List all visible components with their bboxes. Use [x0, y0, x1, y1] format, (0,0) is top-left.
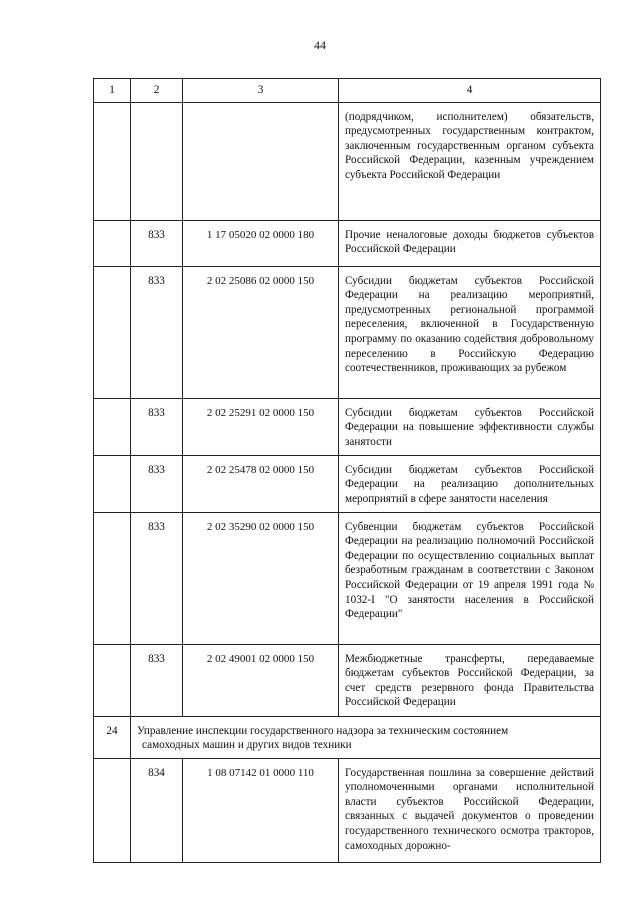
header-col-4: 4	[339, 79, 601, 103]
budget-code-cell: 1 17 05020 02 0000 180	[183, 220, 339, 266]
budget-code-cell: 2 02 25291 02 0000 150	[183, 398, 339, 455]
budget-codes-table	[93, 78, 601, 863]
row-number-cell	[94, 398, 131, 455]
section-title-line-1: Управление инспекции государственного надзора за техническим состоянием	[137, 724, 509, 737]
admin-code-cell: 833	[131, 220, 183, 266]
row-number-cell	[94, 455, 131, 512]
table-row	[94, 644, 601, 716]
description-cell: Государственная пошлина за совершение действий уполномоченными органами исполнительной власти субъектов Российской Федерации, связанных с выдачей документов о проведении государственного технического осмотра тракторов, самоходных дорожно-	[339, 758, 601, 862]
table-row	[94, 266, 601, 398]
description-cell: Субсидии бюджетам субъектов Российской Федерации на реализацию мероприятий, предусмотренных региональной программой переселения, включенной в Государственную программу по оказанию содействия добровольному переселению в Российскую Федерацию соотечественников, проживающих за рубежом	[339, 266, 601, 398]
admin-code-cell: 834	[131, 758, 183, 862]
table-header-row	[94, 79, 601, 103]
row-number-cell	[94, 220, 131, 266]
description-cell: (подрядчиком, исполнителем) обязательств, предусмотренных государственным контрактом, заключенным государственным органом субъекта Российской Федерации, казенным учреждением субъекта Российской Федерации	[339, 102, 601, 220]
description-cell: Межбюджетные трансферты, передаваемые бюджетам субъектов Российской Федерации, за счет средств резервного фонда Правительства Российской Федерации	[339, 644, 601, 716]
header-col-3: 3	[183, 79, 339, 103]
budget-code-cell: 2 02 25086 02 0000 150	[183, 266, 339, 398]
table-row	[94, 220, 601, 266]
section-number: 24	[94, 716, 131, 758]
admin-code-cell: 833	[131, 266, 183, 398]
section-row	[94, 716, 601, 758]
table-row	[94, 512, 601, 644]
budget-code-cell: 1 08 07142 01 0000 110	[183, 758, 339, 862]
admin-code-cell	[131, 102, 183, 220]
budget-code-cell: 2 02 49001 02 0000 150	[183, 644, 339, 716]
budget-code-cell: 2 02 25478 02 0000 150	[183, 455, 339, 512]
budget-code-cell: 2 02 35290 02 0000 150	[183, 512, 339, 644]
header-col-2: 2	[131, 79, 183, 103]
admin-code-cell: 833	[131, 398, 183, 455]
budget-code-cell	[183, 102, 339, 220]
description-cell: Субвенции бюджетам субъектов Российской Федерации на реализацию полномочий Российской Федерации по осуществлению социальных выплат безработным гражданам в соответствии с Законом Российской Федерации от 19 апреля 1991 года № 1032-I "О занятости населения в Российской Федерации"	[339, 512, 601, 644]
row-number-cell	[94, 266, 131, 398]
row-number-cell	[94, 512, 131, 644]
admin-code-cell: 833	[131, 455, 183, 512]
row-number-cell	[94, 644, 131, 716]
admin-code-cell: 833	[131, 644, 183, 716]
row-number-cell	[94, 758, 131, 862]
description-cell: Прочие неналоговые доходы бюджетов субъектов Российской Федерации	[339, 220, 601, 266]
section-title	[131, 716, 601, 758]
description-cell: Субсидии бюджетам субъектов Российской Федерации на повышение эффективности службы занятости	[339, 398, 601, 455]
table-row	[94, 758, 601, 862]
header-col-1: 1	[94, 79, 131, 103]
table-row	[94, 455, 601, 512]
row-number-cell	[94, 102, 131, 220]
admin-code-cell: 833	[131, 512, 183, 644]
table-row	[94, 398, 601, 455]
table-row	[94, 102, 601, 220]
description-cell: Субсидии бюджетам субъектов Российской Федерации на реализацию дополнительных мероприятий в сфере занятости населения	[339, 455, 601, 512]
page-number: 44	[314, 38, 326, 52]
section-title-line-2: самоходных машин и других видов техники	[142, 739, 352, 752]
